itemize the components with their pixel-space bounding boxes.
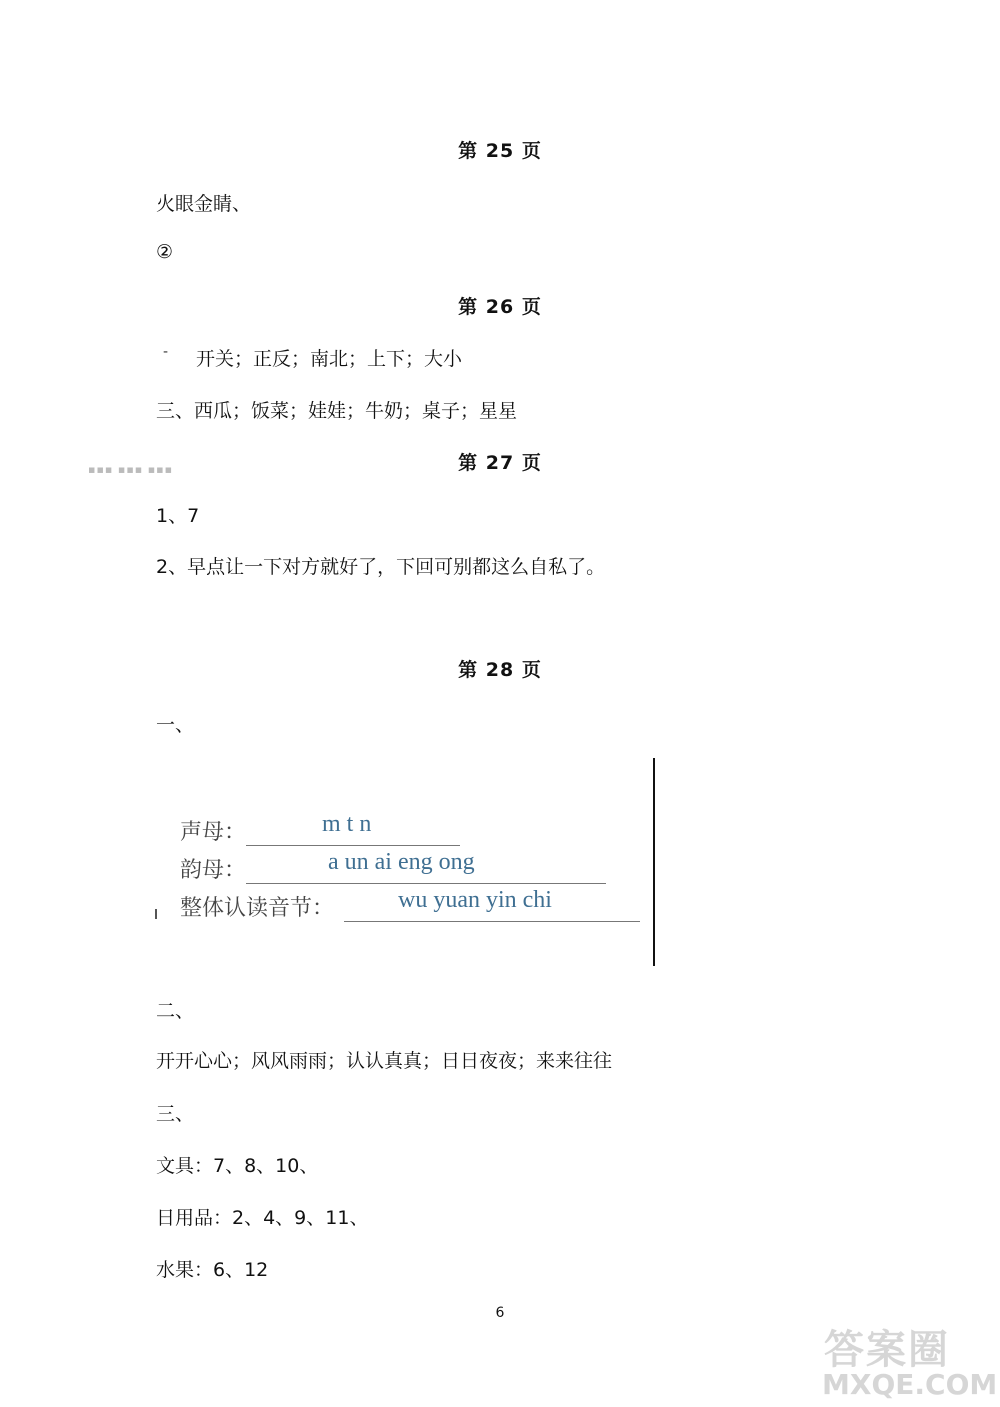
answer-line: 三、	[156, 1103, 195, 1125]
page-number: 6	[495, 1305, 505, 1321]
pinyin-row-label: 整体认读音节：	[180, 896, 335, 921]
answer-line: 三、西瓜；饭菜；娃娃；牛奶；桌子；星星	[156, 400, 518, 422]
answer-line: ②	[156, 241, 174, 263]
answer-underline	[246, 845, 460, 846]
answer-line: 一、	[156, 714, 195, 736]
answer-line: 开关；正反；南北；上下；大小	[196, 348, 463, 370]
section-heading-28: 第 28 页	[458, 659, 542, 681]
answer-line: 二、	[156, 1000, 195, 1022]
answer-line: 开开心心；风风雨雨；认认真真；日日夜夜；来来往往	[156, 1050, 613, 1072]
pinyin-row-label: 韵母：	[180, 858, 247, 883]
answer-underline	[344, 921, 640, 922]
answer-line: 1、7	[156, 505, 200, 527]
section-heading-27: 第 27 页	[458, 452, 542, 474]
answer-underline	[246, 883, 606, 884]
answer-line: 日用品：2、4、9、11、	[156, 1207, 369, 1229]
scan-tick	[155, 909, 157, 919]
section-heading-26: 第 26 页	[458, 296, 542, 318]
pinyin-row-label: 声母：	[180, 820, 247, 845]
site-watermark	[822, 1318, 998, 1403]
pinyin-answer-image	[150, 755, 660, 970]
section-heading-25: 第 25 页	[458, 140, 542, 162]
answer-line: 水果：6、12	[156, 1259, 269, 1281]
answer-line: 文具：7、8、10、	[156, 1155, 319, 1177]
watermark-domain: MXQE.COM	[822, 1368, 998, 1401]
pinyin-row-value: a un ai eng ong	[328, 849, 475, 875]
pinyin-row-value: wu yuan yin chi	[398, 887, 552, 913]
watermark-chinese: 答案圈	[824, 1327, 950, 1373]
answer-line: 火眼金睛、	[156, 193, 252, 215]
stray-mark: -	[163, 344, 169, 360]
divider-line	[653, 758, 655, 966]
scan-smudge: ▪▪▪ ▪▪▪ ▪▪▪	[88, 463, 174, 476]
pinyin-row-value: m t n	[322, 811, 372, 837]
answer-line: 2、早点让一下对方就好了，下回可别都这么自私了。	[156, 556, 606, 578]
